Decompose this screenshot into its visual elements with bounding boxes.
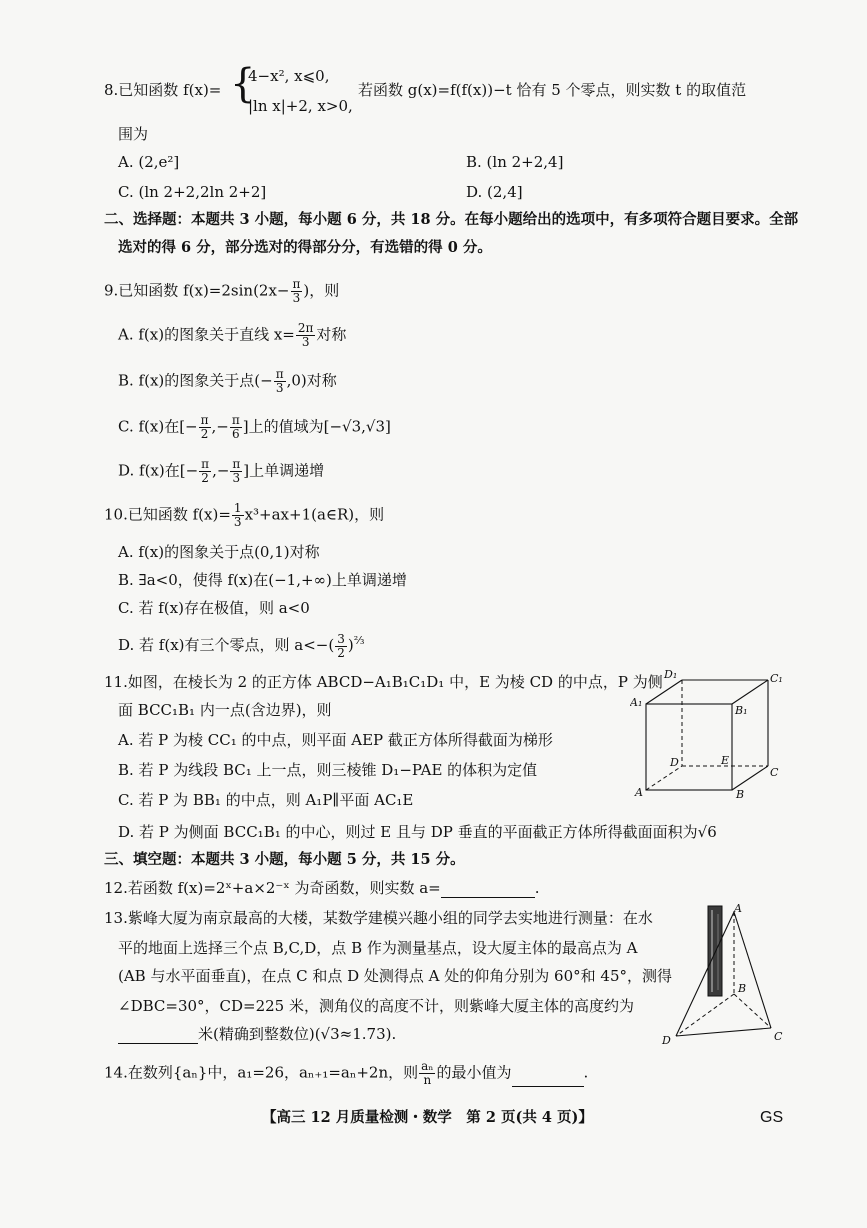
q11-option-b: B. 若 P 为线段 BC₁ 上一点，则三棱锥 D₁−PAE 的体积为定值: [118, 761, 538, 779]
label-a: A: [635, 786, 643, 799]
q8-piece-1: 4−x², x⩽0,: [248, 67, 330, 85]
q10-option-b: B. ∃a<0，使得 f(x)在(−1,+∞)上单调递增: [118, 571, 407, 589]
cube-edge-a1d1: [646, 680, 682, 704]
q8-option-a: A. (2,e²]: [118, 153, 180, 171]
cube-edge-bc: [732, 766, 768, 790]
footer-code: GS: [760, 1109, 784, 1126]
page-footer: 【高三 12 月质量检测・数学 第 2 页(共 4 页)】: [262, 1109, 593, 1126]
q12-answer-blank[interactable]: [441, 881, 535, 898]
tetrahedron-figure: [656, 900, 792, 1050]
label-a1: A₁: [630, 696, 643, 709]
edge-dc: [676, 1028, 771, 1036]
label-c: C: [774, 1030, 783, 1043]
label-c1: C₁: [770, 672, 783, 685]
q11-option-c: C. 若 P 为 BB₁ 的中点，则 A₁P∥平面 AC₁E: [118, 791, 414, 809]
label-b: B: [738, 982, 747, 995]
q8-option-d: D. (2,4]: [466, 183, 523, 201]
q8-piece-2: |ln x|+2, x>0,: [248, 97, 353, 115]
q8-brace: {: [230, 61, 256, 107]
label-a: A: [734, 902, 742, 915]
cube-front-face: [646, 704, 732, 790]
q9-option-a: A. f(x)的图象关于直线 x= $\frac{2\pi}{3}$ 对称: [118, 321, 347, 349]
q8-option-b: B. (ln 2+2,4]: [466, 153, 564, 171]
cube-edge-b1c1: [732, 680, 768, 704]
q11-option-a: A. 若 P 为棱 CC₁ 的中点，则平面 AEP 截正方体所得截面为梯形: [118, 731, 553, 749]
q9-option-d: D. f(x)在[− $\frac{\pi}{2}$ ,− $\frac{\pi}{3}$ ]上单调递增: [118, 457, 325, 485]
edge-bd: [676, 994, 734, 1036]
q13-line3: (AB 与水平面垂直)，在点 C 和点 D 处测得点 A 处的仰角分别为 60°和 45°，测得: [118, 967, 672, 985]
q13-line2: 平的地面上选择三个点 B,C,D，点 B 作为测量基点，设大厦主体的最高点为 A: [118, 939, 638, 957]
q14-answer-blank[interactable]: [512, 1070, 584, 1087]
label-d: D: [662, 1034, 671, 1047]
cube-figure: [630, 668, 790, 804]
q10-option-d: D. 若 f(x)有三个零点，则 a<−( $\frac{3}{2}$ )$^{\frac{2}{3}}$: [118, 631, 365, 660]
q10-option-a: A. f(x)的图象关于点(0,1)对称: [118, 543, 320, 561]
q9-stem: 9.已知函数 f(x)=2sin(2x− $\frac{\pi}{3}$ )，则: [104, 277, 340, 305]
q8-option-c: C. (ln 2+2,2ln 2+2]: [118, 183, 267, 201]
q10-option-c: C. 若 f(x)存在极值，则 a<0: [118, 599, 310, 617]
label-d: D: [670, 756, 679, 769]
label-d1: D₁: [664, 668, 678, 681]
label-c: C: [770, 766, 779, 779]
q11-stem-line2: 面 BCC₁B₁ 内一点(含边界)，则: [118, 701, 332, 719]
q11-option-d: D. 若 P 为侧面 BCC₁B₁ 的中心，则过 E 且与 DP 垂直的平面截正方体所得截面面积为√6: [118, 823, 717, 841]
q10-stem: 10.已知函数 f(x)= $\frac{1}{3}$ x³+ax+1(a∈R)，则: [104, 501, 385, 529]
section2-heading-line1: 二、选择题：本题共 3 小题，每小题 6 分，共 18 分。在每小题给出的选项中，有多项符合题目要求。全部: [104, 211, 799, 228]
q12-text: 12.若函数 f(x)=2ˣ+a×2⁻ˣ 为奇函数，则实数 a= .: [104, 879, 540, 897]
q13-line1: 13.紫峰大厦为南京最高的大楼，某数学建模兴趣小组的同学去实地进行测量：在水: [104, 909, 653, 927]
q13-line4: ∠DBC=30°，CD=225 米，测角仪的高度不计，则紫峰大厦主体的高度约为: [118, 997, 635, 1015]
q14-text: 14.在数列{aₙ}中，a₁=26，aₙ₊₁=aₙ+2n，则 $\frac{\text{aₙ}}{n}$ 的最小值为 .: [104, 1059, 589, 1087]
q9-option-c: C. f(x)在[− $\frac{\pi}{2}$ ,− $\frac{\pi}{6}$ ]上的值域为[−√3,√3]: [118, 413, 391, 441]
label-b1: B₁: [735, 704, 748, 717]
edge-ad: [676, 912, 734, 1036]
building-photo: [708, 906, 722, 996]
q8-stem-end: 围为: [118, 125, 149, 143]
q13-line5: 米(精确到整数位)(√3≈1.73).: [118, 1024, 396, 1044]
section3-heading: 三、填空题：本题共 3 小题，每小题 5 分，共 15 分。: [104, 851, 465, 868]
q13-answer-blank[interactable]: [118, 1027, 198, 1044]
section2-heading-line2: 选对的得 6 分，部分选对的得部分分，有选错的得 0 分。: [118, 239, 492, 256]
label-b: B: [736, 788, 745, 801]
q9-option-b: B. f(x)的图象关于点(− $\frac{\pi}{3}$ ,0)对称: [118, 367, 337, 395]
cube-hidden-ad: [646, 766, 682, 790]
q8-stem-start: 8.已知函数 f(x)=: [104, 81, 222, 99]
q8-stem-cont: 若函数 g(x)=f(f(x))−t 恰有 5 个零点，则实数 t 的取值范: [358, 81, 747, 99]
q11-stem-line1: 11.如图，在棱长为 2 的正方体 ABCD−A₁B₁C₁D₁ 中，E 为棱 CD 的中点，P 为侧: [104, 673, 663, 691]
label-e: E: [721, 754, 730, 767]
